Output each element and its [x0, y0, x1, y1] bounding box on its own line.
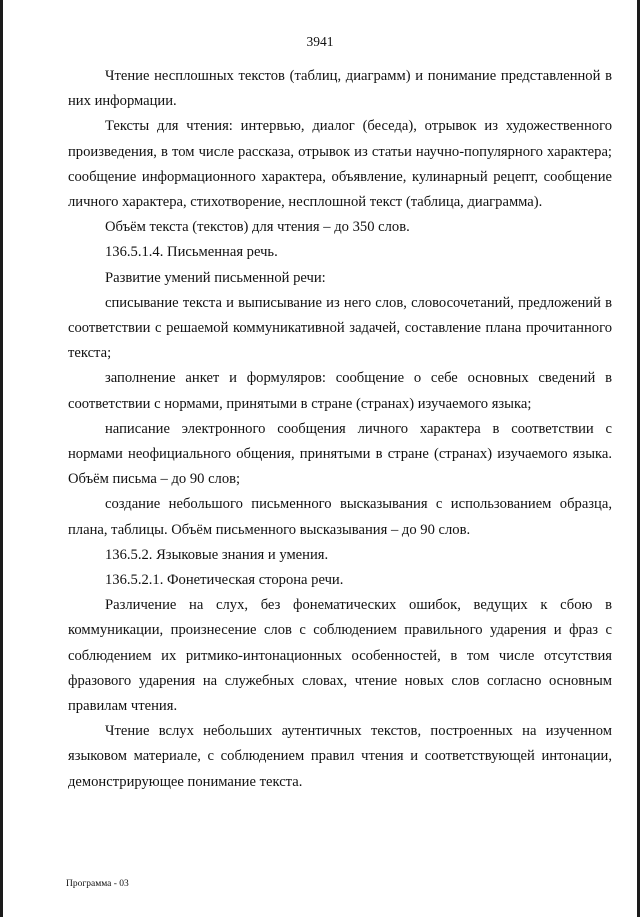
paragraph: Тексты для чтения: интервью, диалог (беседа), отрывок из художественного произведения, в том числе рассказа, отрывок из статьи научно-популярного характера; сообщение информационного характера, объявление, кулинарный рецепт, сообщение личного характера, стихотворение, несплошной текст (таблица, диаграмма). [68, 118, 612, 211]
page-footer: Программа - 03 [66, 879, 129, 889]
section-heading: 136.5.1.4. Письменная речь. [105, 244, 278, 261]
page-number: 3941 [306, 34, 334, 49]
paragraph: Развитие умений письменной речи: [105, 269, 326, 286]
paragraph: создание небольшого письменного высказывания с использованием образца, плана, таблицы. Объём письменного высказывания – до 90 слов. [68, 496, 612, 538]
page-border-left [0, 0, 3, 917]
paragraph: заполнение анкет и формуляров: сообщение о себе основных сведений в соответствии с нормами, принятыми в стране (странах) изучаемого языка; [68, 370, 612, 412]
document-body [68, 64, 612, 795]
section-heading: 136.5.2.1. Фонетическая сторона речи. [105, 572, 344, 589]
paragraph: Чтение несплошных текстов (таблиц, диаграмм) и понимание представленной в них информации. [68, 68, 612, 110]
paragraph: списывание текста и выписывание из него слов, словосочетаний, предложений в соответствии с решаемой коммуникативной задачей, составление плана прочитанного текста; [68, 294, 612, 362]
paragraph: Чтение вслух небольших аутентичных текстов, построенных на изученном языковом материале, с соблюдением правил чтения и соответствующей интонации, демонстрирующее понимание текста. [68, 723, 612, 790]
section-heading: 136.5.2. Языковые знания и умения. [105, 546, 329, 563]
paragraph: Объём текста (текстов) для чтения – до 350 слов. [105, 219, 410, 236]
paragraph: Различение на слух, без фонематических ошибок, ведущих к сбою в коммуникации, произнесение слов с соблюдением правильного ударения и фраз с соблюдением их ритмико-интонационных особенностей, в том числе отсутствия фразового ударения на служебных словах, чтение новых слов согласно основным правилам чтения. [68, 597, 612, 715]
paragraph: написание электронного сообщения личного характера в соответствии с нормами неофициального общения, принятыми в стране (странах) изучаемого языка. Объём письма – до 90 слов; [68, 420, 612, 488]
